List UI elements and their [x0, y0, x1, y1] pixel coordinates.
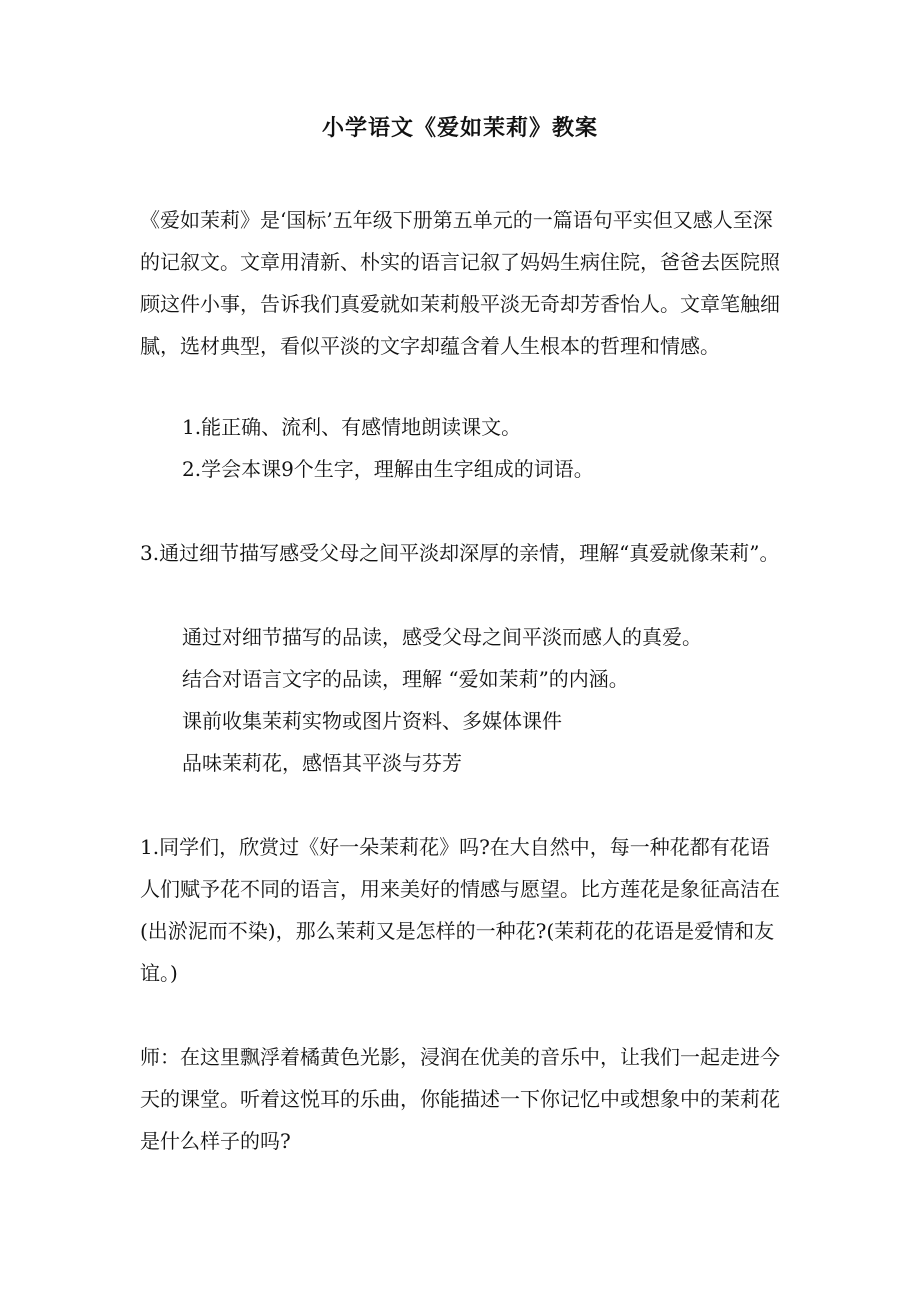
difficult-point: 结合对语言文字的品读，理解 “爱如茉莉”的内涵。 [182, 667, 629, 691]
teacher-paragraph: 师：在这里飘浮着橘黄色光影，浸润在优美的音乐中，让我们一起走进今天的课堂。听着这悦耳的乐曲，你能描述一下你记忆中或想象中的茉莉花是什么样子的吗? [140, 1045, 780, 1153]
document-title: 小学语文《爱如茉莉》教案 [321, 115, 598, 141]
preparation: 课前收集茉莉实物或图片资料、多媒体课件 [182, 709, 562, 733]
step-1-paragraph: 1.同学们，欣赏过《好一朵茉莉花》吗?在大自然中，每一种花都有花语人们赋予花不同的语言，用来美好的情感与愿望。比方莲花是象征高洁在(出淤泥而不染)，那么茉莉又是怎样的一种花?(茉莉花的花语是爱情和友谊。) [140, 835, 780, 985]
key-point: 通过对细节描写的品读，感受父母之间平淡而感人的真爱。 [182, 625, 702, 649]
goal-item-3: 3.通过细节描写感受父母之间平淡却深厚的亲情，理解“真爱就像茉莉”。 [140, 541, 780, 565]
intro-paragraph: 《爱如茉莉》是‘国标’五年级下册第五单元的一篇语句平实但又感人至深的记叙文。文章用清新、朴实的语言记叙了妈妈生病住院，爸爸去医院照顾这件小事，告诉我们真爱就如茉莉般平淡无奇却芳香怡人。文章笔触细腻，选材典型，看似平淡的文字却蕴含着人生根本的哲理和情感。 [140, 208, 780, 358]
goal-item-2: 2.学会本课9个生字，理解由生字组成的词语。 [182, 457, 594, 481]
goal-item-1: 1.能正确、流利、有感情地朗读课文。 [182, 415, 522, 439]
activity: 品味茉莉花，感悟其平淡与芬芳 [182, 751, 462, 775]
